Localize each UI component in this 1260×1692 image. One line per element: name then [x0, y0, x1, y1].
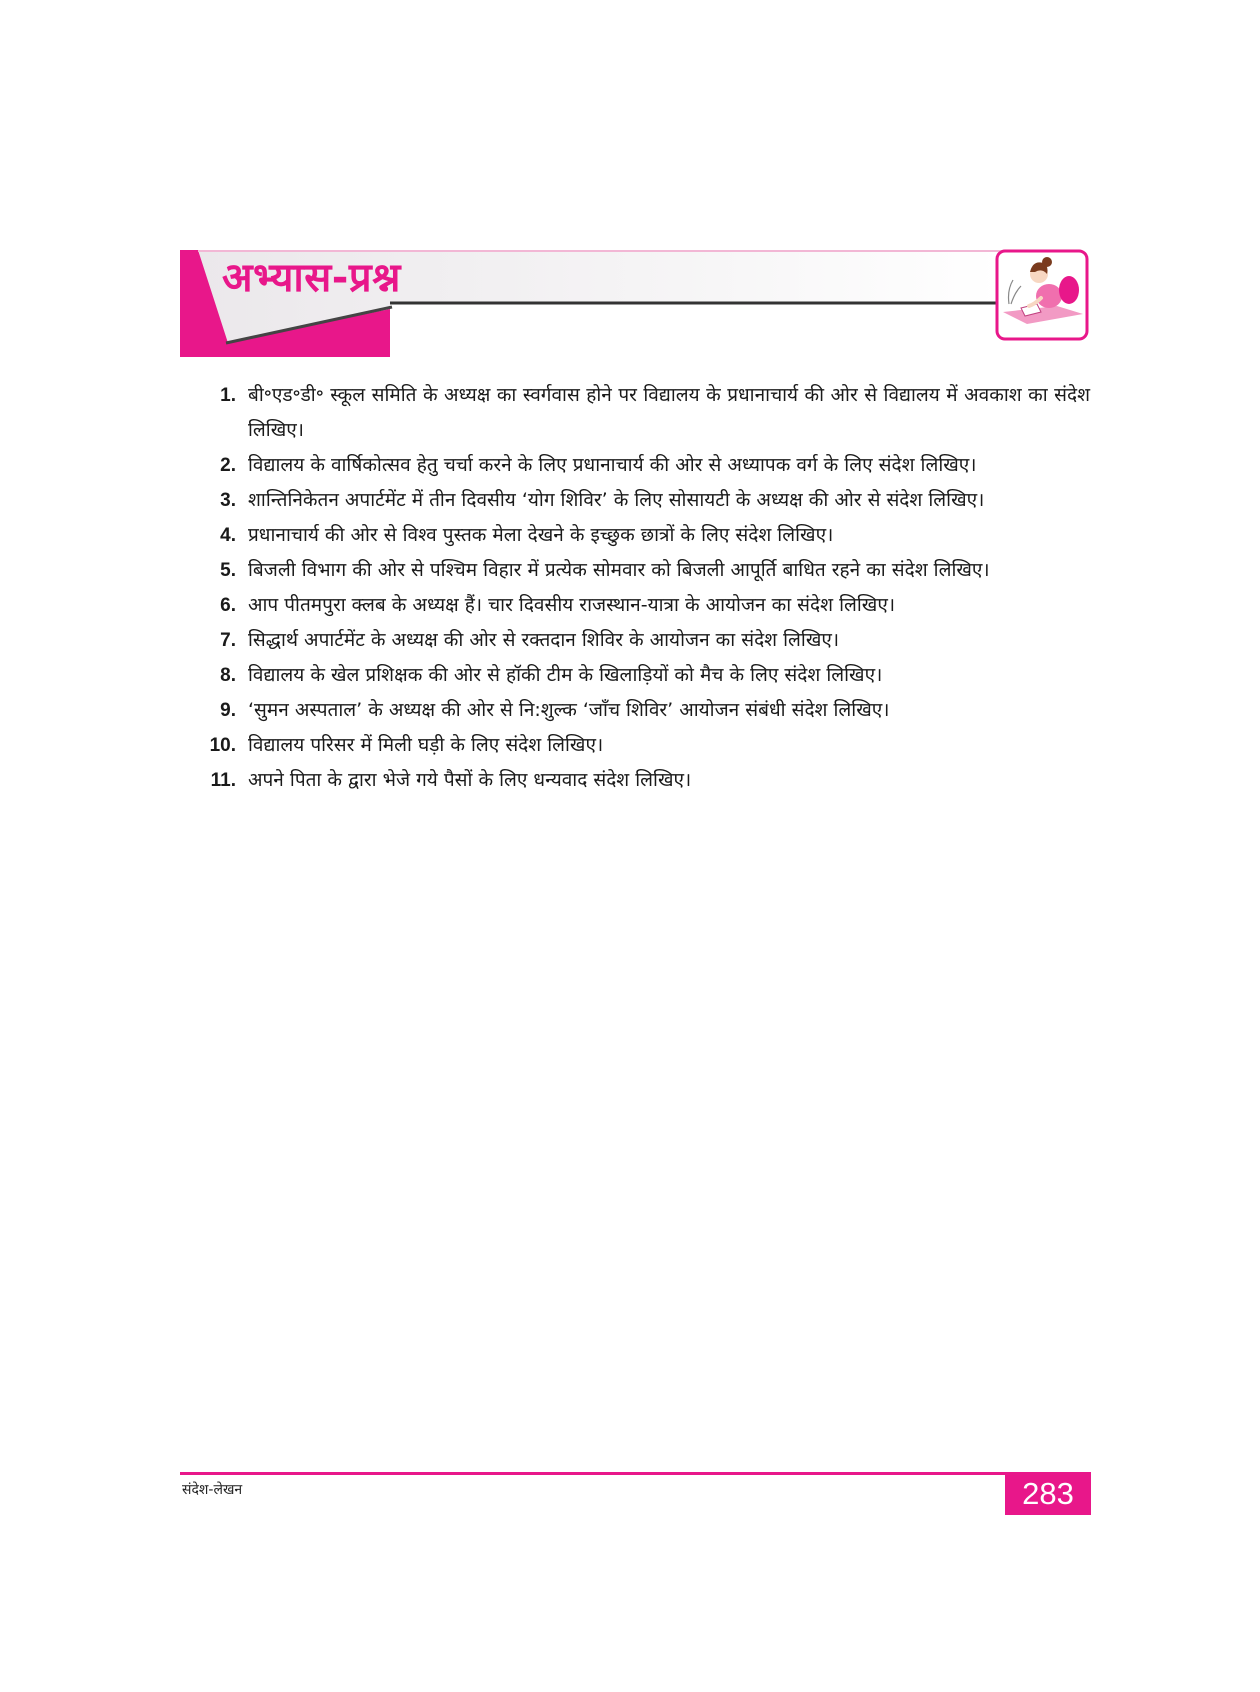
question-item: [190, 623, 1090, 658]
question-number: 6.: [220, 595, 236, 616]
question-text: प्रधानाचार्य की ओर से विश्व पुस्तक मेला देखने के इच्छुक छात्रों के लिए संदेश लिखिए।: [248, 524, 834, 546]
question-number: 11.: [210, 770, 236, 791]
page-number-badge: 283: [1005, 1472, 1091, 1515]
chapter-label: संदेश-लेखन: [182, 1482, 243, 1498]
question-number: 5.: [220, 560, 236, 581]
section-title: अभ्यास-प्रश्न: [222, 255, 401, 301]
question-text: शान्तिनिकेतन अपार्टमेंट में तीन दिवसीय ‘योग शिविर’ के लिए सोसायटी के अध्यक्ष की ओर से संदेश लिखिए।: [248, 489, 985, 511]
question-number: 4.: [220, 525, 236, 546]
question-number: 3.: [220, 490, 236, 511]
question-text: आप पीतमपुरा क्लब के अध्यक्ष हैं। चार दिवसीय राजस्थान-यात्रा के आयोजन का संदेश लिखिए।: [248, 594, 896, 616]
question-text: बी॰एड॰डी॰ स्कूल समिति के अध्यक्ष का स्वर्गवास होने पर विद्यालय के प्रधानाचार्य की ओर से विद्यालय में अवकाश का संदेश लिखिए।: [248, 384, 1090, 441]
question-list: [190, 378, 1090, 798]
question-item: [190, 378, 1090, 448]
question-text: बिजली विभाग की ओर से पश्चिम विहार में प्रत्येक सोमवार को बिजली आपूर्ति बाधित रहने का संदेश लिखिए।: [248, 559, 990, 581]
girl-reading-book-illustration: [997, 250, 1087, 340]
question-number: 7.: [220, 630, 236, 651]
question-text: विद्यालय परिसर में मिली घड़ी के लिए संदेश लिखिए।: [248, 734, 604, 756]
question-item: [190, 448, 1090, 483]
question-item: [190, 553, 1090, 588]
question-item: [190, 483, 1090, 518]
question-text: सिद्धार्थ अपार्टमेंट के अध्यक्ष की ओर से रक्तदान शिविर के आयोजन का संदेश लिखिए।: [248, 629, 840, 651]
question-item: [190, 728, 1090, 763]
question-item: [190, 518, 1090, 553]
banner-graphic: [0, 0, 1260, 400]
section-header-banner: [0, 0, 1260, 400]
footer-rule: [180, 1472, 1005, 1475]
question-item: [190, 658, 1090, 693]
question-number: 2.: [220, 455, 236, 476]
question-number: 9.: [220, 700, 236, 721]
question-number: 1.: [220, 385, 236, 406]
question-number: 8.: [220, 665, 236, 686]
question-text: ‘सुमन अस्पताल’ के अध्यक्ष की ओर से नि:शुल्क ‘जाँच शिविर’ आयोजन संबंधी संदेश लिखिए।: [248, 699, 890, 721]
question-text: अपने पिता के द्वारा भेजे गये पैसों के लिए धन्यवाद संदेश लिखिए।: [248, 769, 692, 791]
question-item: [190, 693, 1090, 728]
question-number: 10.: [209, 735, 236, 756]
question-text: विद्यालय के वार्षिकोत्सव हेतु चर्चा करने के लिए प्रधानाचार्य की ओर से अध्यापक वर्ग के लिए संदेश लिखिए।: [248, 454, 977, 476]
question-item: [190, 763, 1090, 798]
question-text: विद्यालय के खेल प्रशिक्षक की ओर से हॉकी टीम के खिलाड़ियों को मैच के लिए संदेश लिखिए।: [248, 664, 883, 686]
question-item: [190, 588, 1090, 623]
